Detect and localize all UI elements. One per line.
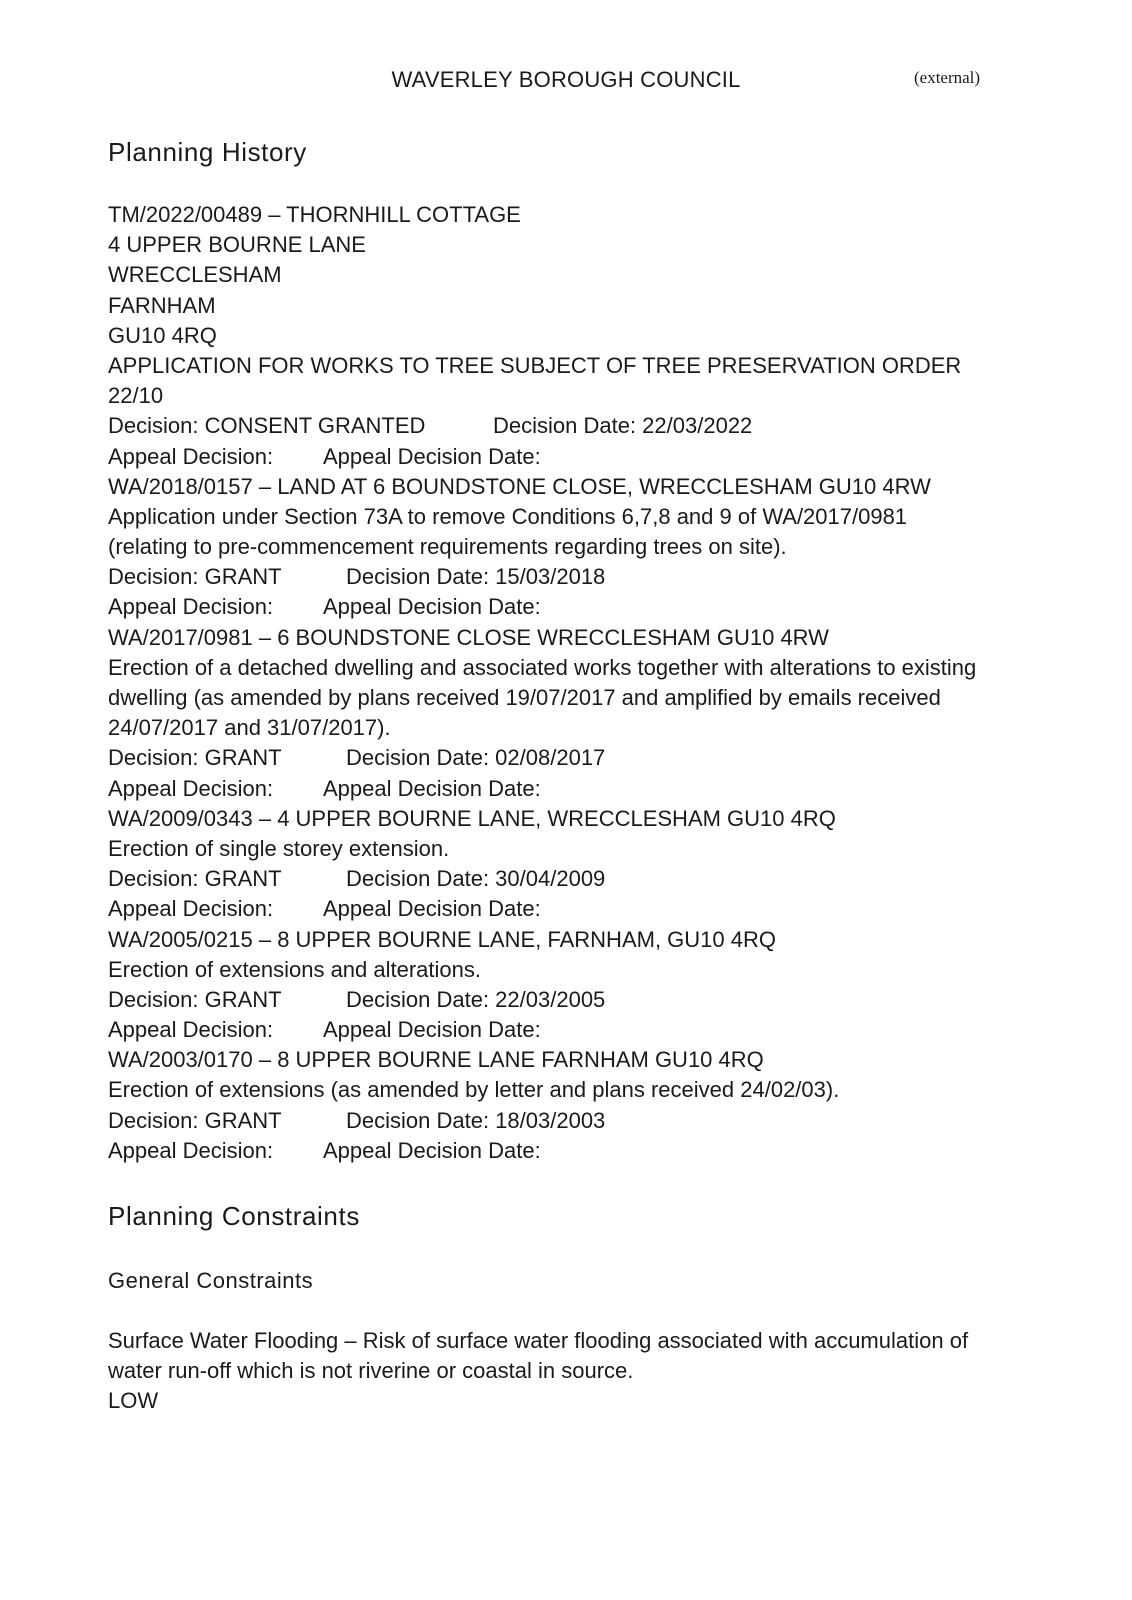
- history-record: [108, 623, 1048, 804]
- record-appeal-date: Appeal Decision Date:: [323, 594, 541, 620]
- record-reference: WA/2017/0981 – 6 BOUNDSTONE CLOSE WRECCLESHAM GU10 4RW: [108, 624, 829, 650]
- record-appeal-row: [108, 1015, 1048, 1045]
- record-appeal-date: Appeal Decision Date:: [323, 443, 541, 469]
- record-appeal-row: [108, 1136, 1048, 1166]
- record-decision: Decision: GRANT: [108, 1107, 282, 1133]
- history-record: [108, 200, 1048, 472]
- record-decision-date: Decision Date: 30/04/2009: [346, 866, 606, 892]
- record-decision-row: [108, 411, 1048, 441]
- constraint-text-line: Surface Water Flooding – Risk of surface water flooding associated with accumulation of: [108, 1328, 969, 1353]
- record-decision: Decision: GRANT: [108, 745, 282, 771]
- record-appeal-row: [108, 592, 1048, 622]
- record-reference: WA/2005/0215 – 8 UPPER BOURNE LANE, FARNHAM, GU10 4RQ: [108, 926, 776, 952]
- record-address-line: 4 UPPER BOURNE LANE: [108, 232, 366, 258]
- general-constraints-heading: General Constraints: [108, 1268, 314, 1293]
- record-appeal-date: Appeal Decision Date:: [323, 1017, 541, 1043]
- record-decision-row: [108, 864, 1048, 894]
- record-address-line: FARNHAM: [108, 292, 216, 318]
- record-decision-row: [108, 743, 1048, 773]
- record-description-line: (relating to pre-commencement requirements regarding trees on site).: [108, 534, 787, 560]
- record-address-line: GU10 4RQ: [108, 322, 217, 348]
- record-reference: WA/2009/0343 – 4 UPPER BOURNE LANE, WRECCLESHAM GU10 4RQ: [108, 805, 836, 831]
- record-appeal-decision: Appeal Decision:: [108, 775, 274, 801]
- record-decision: Decision: GRANT: [108, 866, 282, 892]
- record-decision: Decision: GRANT: [108, 986, 282, 1012]
- record-description-line: Erection of extensions (as amended by letter and plans received 24/02/03).: [108, 1077, 840, 1103]
- constraint-item: [108, 1326, 1028, 1417]
- record-appeal-row: [108, 442, 1048, 472]
- record-decision-date: Decision Date: 18/03/2003: [346, 1107, 606, 1133]
- record-decision-row: [108, 985, 1048, 1015]
- record-reference: WA/2018/0157 – LAND AT 6 BOUNDSTONE CLOSE, WRECCLESHAM GU10 4RW: [108, 473, 931, 499]
- record-appeal-row: [108, 774, 1048, 804]
- record-appeal-date: Appeal Decision Date:: [323, 775, 541, 801]
- record-decision-row: [108, 562, 1048, 592]
- constraint-text-line: water run-off which is not riverine or coastal in source.: [108, 1358, 634, 1384]
- record-description-line: dwelling (as amended by plans received 19/07/2017 and amplified by emails received: [108, 685, 941, 710]
- record-reference: TM/2022/00489 – THORNHILL COTTAGE: [108, 202, 521, 227]
- constraints-list: [108, 1326, 1028, 1417]
- record-appeal-decision: Appeal Decision:: [108, 896, 274, 922]
- record-appeal-decision: Appeal Decision:: [108, 1137, 274, 1163]
- record-description-line: Erection of single storey extension.: [108, 835, 450, 861]
- record-description-line: Erection of a detached dwelling and associated works together with alterations to existing: [108, 654, 977, 680]
- history-record: [108, 804, 1048, 925]
- record-appeal-decision: Appeal Decision:: [108, 1017, 274, 1043]
- history-record: [108, 1045, 1048, 1166]
- council-name: WAVERLEY BOROUGH COUNCIL: [391, 67, 741, 92]
- record-appeal-row: [108, 894, 1048, 924]
- record-description-line: 22/10: [108, 383, 164, 409]
- planning-constraints-heading: Planning Constraints: [108, 1201, 360, 1231]
- record-decision-date: Decision Date: 02/08/2017: [346, 745, 606, 771]
- record-appeal-decision: Appeal Decision:: [108, 594, 274, 620]
- record-decision-date: Decision Date: 22/03/2005: [346, 986, 606, 1012]
- planning-history-list: [108, 200, 1048, 1166]
- record-description-line: Application under Section 73A to remove Conditions 6,7,8 and 9 of WA/2017/0981: [108, 503, 908, 529]
- record-decision: Decision: CONSENT GRANTED: [108, 413, 426, 439]
- constraint-level: LOW: [108, 1388, 159, 1414]
- record-decision-date: Decision Date: 15/03/2018: [346, 564, 606, 590]
- record-decision: Decision: GRANT: [108, 564, 282, 590]
- record-appeal-date: Appeal Decision Date:: [323, 1137, 541, 1163]
- history-record: [108, 472, 1048, 623]
- record-appeal-date: Appeal Decision Date:: [323, 896, 541, 922]
- record-appeal-decision: Appeal Decision:: [108, 443, 274, 469]
- external-tag: (external): [914, 68, 981, 87]
- record-description-line: Erection of extensions and alterations.: [108, 956, 482, 982]
- record-reference: WA/2003/0170 – 8 UPPER BOURNE LANE FARNHAM GU10 4RQ: [108, 1047, 764, 1073]
- record-address-line: WRECCLESHAM: [108, 262, 282, 288]
- record-decision-row: [108, 1106, 1048, 1136]
- planning-history-heading: Planning History: [108, 137, 307, 167]
- history-record: [108, 925, 1048, 1046]
- record-description-line: APPLICATION FOR WORKS TO TREE SUBJECT OF TREE PRESERVATION ORDER: [108, 352, 962, 378]
- record-decision-date: Decision Date: 22/03/2022: [493, 413, 753, 439]
- record-description-line: 24/07/2017 and 31/07/2017).: [108, 715, 391, 741]
